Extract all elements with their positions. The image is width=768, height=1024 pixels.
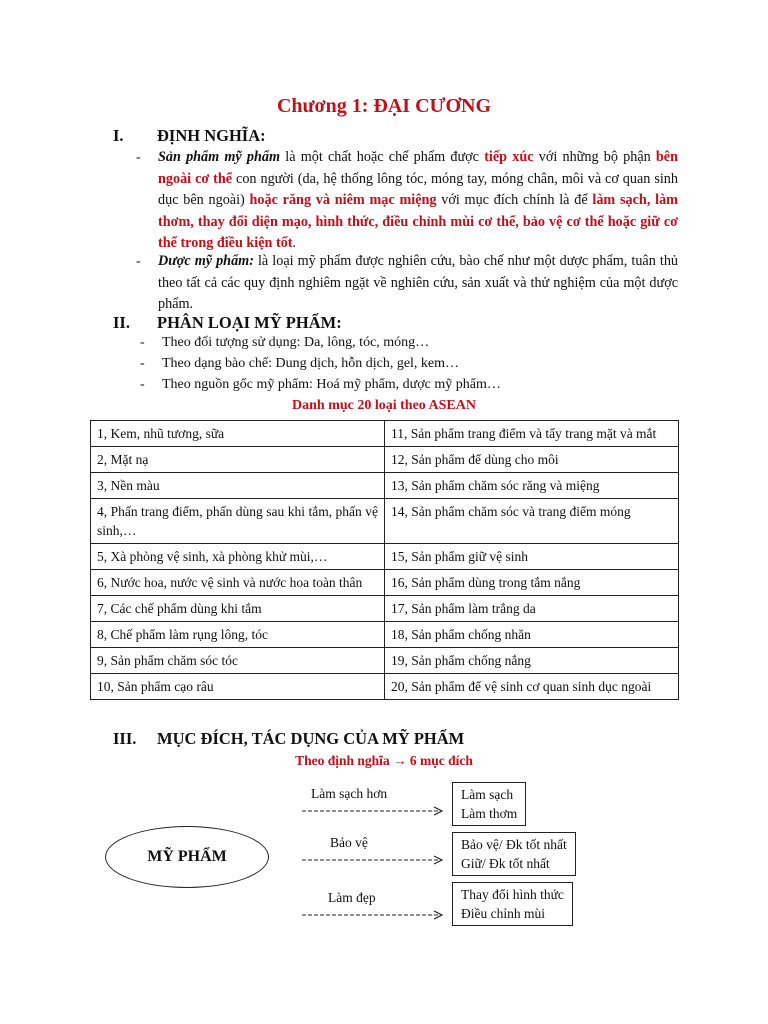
table-cell: 5, Xà phòng vệ sinh, xà phòng khử mùi,… bbox=[91, 544, 385, 570]
arrow-label-protect: Bảo vệ bbox=[330, 835, 368, 850]
definition-cosmetic-product bbox=[158, 147, 678, 255]
table-cell: 17, Sản phẩm làm trắng da bbox=[385, 596, 679, 622]
table-cell: 7, Các chế phẩm dùng khi tắm bbox=[91, 596, 385, 622]
table-cell: 12, Sản phẩm để dùng cho môi bbox=[385, 447, 679, 473]
table-cell: 16, Sản phẩm dùng trong tắm nắng bbox=[385, 570, 679, 596]
classification-bullet: - Theo đối tượng sử dụng: Da, lông, tóc, móng… bbox=[140, 335, 430, 350]
bullet-text: Theo dạng bào chế: Dung dịch, hỗn dịch, gel, kem… bbox=[162, 356, 460, 371]
table-row bbox=[91, 648, 679, 674]
asean-category-table bbox=[90, 420, 679, 700]
section-1-heading bbox=[113, 126, 266, 146]
table-row bbox=[91, 544, 679, 570]
section-3-title: MỤC ĐÍCH, TÁC DỤNG CỦA MỸ PHẨM bbox=[157, 729, 465, 748]
section-2-number: II. bbox=[113, 313, 130, 332]
box-line: Thay đổi hình thức bbox=[461, 887, 564, 902]
text-run: Dược mỹ phẩm: bbox=[158, 253, 254, 269]
section-2-heading bbox=[113, 313, 342, 333]
text-run: làm sạch, làm thơm, thay đổi diện mạo, hình thức, điều chỉnh mùi cơ thể, bảo vệ cơ thể hoặc giữ cơ thể trong điều kiện tốt bbox=[158, 192, 678, 251]
dashed-arrow bbox=[300, 908, 450, 922]
dash-marker: - bbox=[136, 254, 141, 269]
text-run: là một chất hoặc chế phẩm được bbox=[280, 149, 485, 165]
section-3-number: III. bbox=[113, 729, 137, 748]
text-run: . bbox=[292, 235, 297, 251]
purpose-box-protect bbox=[452, 832, 576, 876]
classification-bullet: - Theo dạng bào chế: Dung dịch, hỗn dịch, gel, kem… bbox=[140, 356, 460, 371]
table-cell: 19, Sản phẩm chống nắng bbox=[385, 648, 679, 674]
text-run: con người (da, hệ thống lông tóc, móng tay, móng chân, môi và cơ quan sinh dục bên ngoài) bbox=[158, 170, 678, 208]
table-row bbox=[91, 570, 679, 596]
table-caption: Danh mục 20 loại theo ASEAN bbox=[292, 398, 476, 413]
chapter-title: Chương 1: ĐẠI CƯƠNG bbox=[276, 95, 491, 117]
table-row bbox=[91, 596, 679, 622]
box-line: Làm sạch bbox=[461, 787, 514, 802]
table-row bbox=[91, 421, 679, 447]
purpose-caption: Theo định nghĩa → 6 mục đích bbox=[295, 753, 473, 768]
table-cell: 10, Sản phẩm cạo râu bbox=[91, 674, 385, 700]
table-cell: 18, Sản phẩm chống nhăn bbox=[385, 622, 679, 648]
text-run: Sản phẩm mỹ phẩm bbox=[158, 149, 281, 165]
table-row bbox=[91, 447, 679, 473]
arrow-label-clean: Làm sạch hơn bbox=[311, 786, 388, 801]
table-cell: 2, Mặt nạ bbox=[91, 447, 385, 473]
purpose-box-clean bbox=[452, 782, 526, 826]
dashed-arrow bbox=[300, 804, 450, 818]
text-run: bên ngoài cơ thể bbox=[158, 149, 678, 187]
ellipse-label: MỸ PHẨM bbox=[147, 848, 227, 865]
table-cell: 11, Sản phẩm trang điểm và tẩy trang mặt và mắt bbox=[385, 421, 679, 447]
bullet-text: Theo đối tượng sử dụng: Da, lông, tóc, móng… bbox=[162, 335, 430, 350]
table-cell: 14, Sản phẩm chăm sóc và trang điểm móng bbox=[385, 499, 679, 544]
text-run: tiếp xúc bbox=[484, 149, 534, 165]
dash-marker: - bbox=[136, 150, 141, 165]
dashed-arrow bbox=[300, 853, 450, 867]
section-3-heading bbox=[113, 729, 464, 749]
table-cell: 8, Chế phẩm làm rụng lông, tóc bbox=[91, 622, 385, 648]
table-cell: 13, Sản phẩm chăm sóc răng và miệng bbox=[385, 473, 679, 499]
text-run: với những bộ phận bbox=[533, 149, 656, 165]
definition-cosmeceutical bbox=[158, 251, 678, 316]
cosmetics-ellipse bbox=[105, 826, 269, 888]
table-cell: 15, Sản phẩm giữ vệ sinh bbox=[385, 544, 679, 570]
text-run: với mục đích chính là để bbox=[436, 192, 593, 208]
table-row bbox=[91, 473, 679, 499]
table-cell: 20, Sản phẩm để vệ sinh cơ quan sinh dục ngoài bbox=[385, 674, 679, 700]
box-line: Giữ/ Đk tốt nhất bbox=[461, 856, 550, 871]
table-cell: 1, Kem, nhũ tương, sữa bbox=[91, 421, 385, 447]
table-cell: 3, Nền màu bbox=[91, 473, 385, 499]
box-line: Làm thơm bbox=[461, 806, 518, 821]
classification-bullet: - Theo nguồn gốc mỹ phẩm: Hoá mỹ phẩm, dược mỹ phẩm… bbox=[140, 377, 501, 392]
table-cell: 6, Nước hoa, nước vệ sinh và nước hoa toàn thân bbox=[91, 570, 385, 596]
box-line: Điều chỉnh mùi bbox=[461, 906, 545, 921]
text-run: là loại mỹ phẩm được nghiên cứu, bào chế như một dược phẩm, tuân thủ theo tất cả các quy định nghiêm ngặt về nghiên cứu, sản xuất và thử nghiệm của một dược phẩm. bbox=[158, 253, 679, 312]
section-1-number: I. bbox=[113, 126, 124, 145]
table-row bbox=[91, 499, 679, 544]
text-run: hoặc răng và niêm mạc miệng bbox=[249, 192, 437, 208]
table-cell: 4, Phấn trang điểm, phấn dùng sau khi tắm, phấn vệ sinh,… bbox=[91, 499, 385, 544]
table-row bbox=[91, 674, 679, 700]
bullet-text: Theo nguồn gốc mỹ phẩm: Hoá mỹ phẩm, dược mỹ phẩm… bbox=[162, 377, 501, 392]
section-1-title: ĐỊNH NGHĨA: bbox=[157, 126, 266, 145]
table-row bbox=[91, 622, 679, 648]
purpose-box-beautify bbox=[452, 882, 573, 926]
table-cell: 9, Sản phẩm chăm sóc tóc bbox=[91, 648, 385, 674]
arrow-label-beautify: Làm đẹp bbox=[328, 890, 376, 905]
box-line: Bảo vệ/ Đk tốt nhất bbox=[461, 837, 567, 852]
section-2-title: PHÂN LOẠI MỸ PHẨM: bbox=[157, 313, 342, 332]
